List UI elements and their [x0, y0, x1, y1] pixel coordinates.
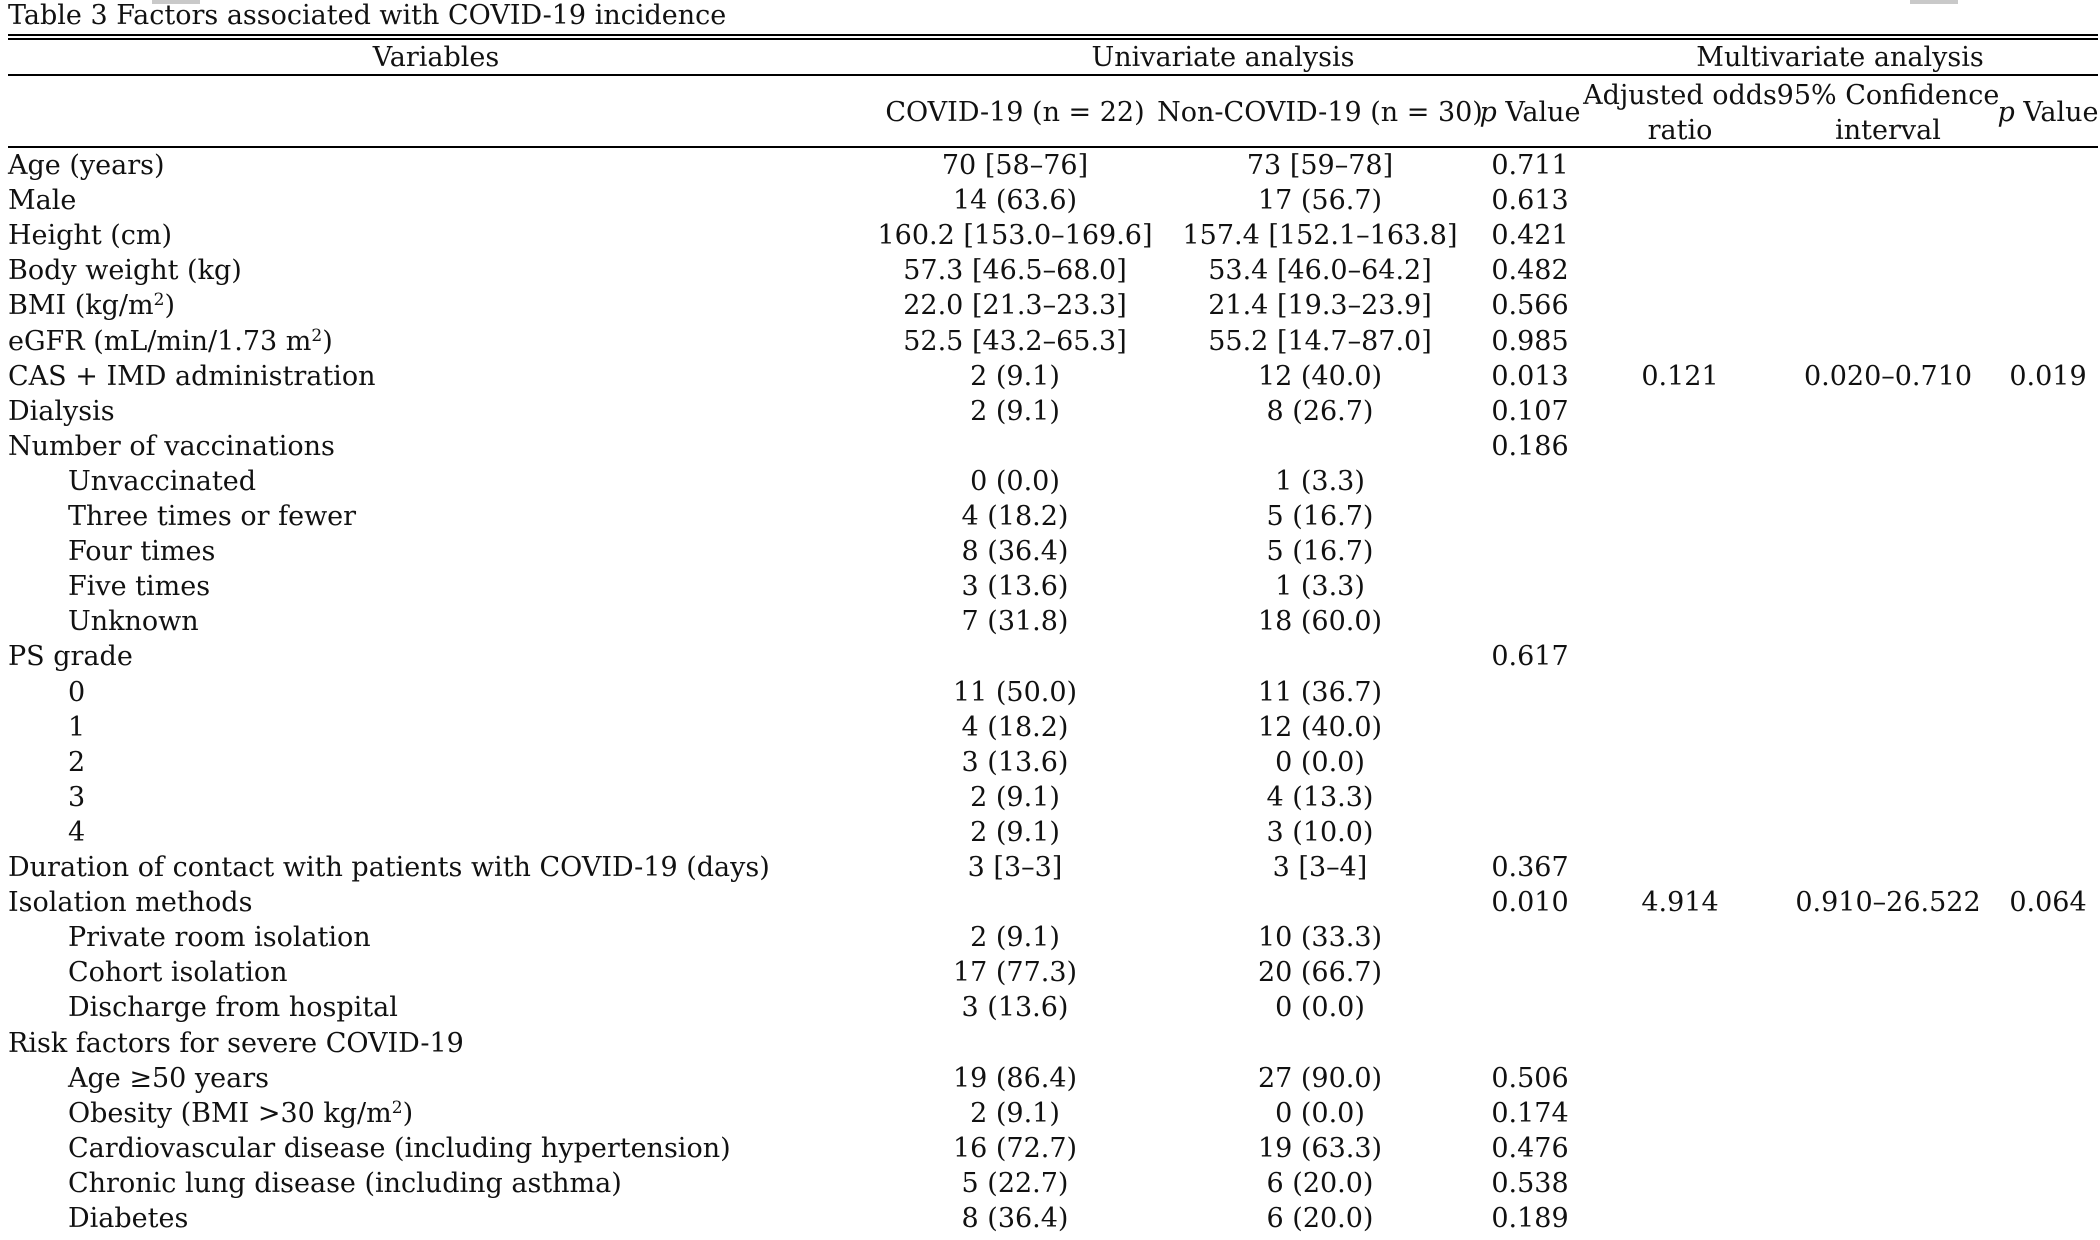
cell-noncovid: 0 (0.0) [1275, 746, 1365, 778]
cell-noncovid: 5 (16.7) [1266, 536, 1374, 568]
cell-covid: 17 (77.3) [952, 957, 1078, 989]
cell-ci: 0.020–0.710 [1803, 360, 1973, 392]
cell-noncovid: 3 [3–4] [1272, 852, 1368, 883]
cell-p: 0.482 [1491, 255, 1569, 287]
cell-noncovid: 0 (0.0) [1275, 1097, 1365, 1129]
cell-noncovid: 6 (20.0) [1266, 1167, 1374, 1199]
cell-p: 0.013 [1491, 360, 1569, 392]
header-noncovid: Non-COVID-19 (n = 30) [1157, 97, 1483, 128]
cell-covid: 0 (0.0) [970, 465, 1060, 497]
cell-covid: 4 (18.2) [961, 711, 1069, 743]
cell-covid: 3 (13.6) [961, 746, 1069, 778]
top-rule [8, 34, 2098, 36]
cell-noncovid: 73 [59–78] [1246, 150, 1394, 181]
cell-p: 0.010 [1491, 887, 1569, 919]
cell-noncovid: 4 (13.3) [1266, 781, 1374, 813]
cell-p: 0.367 [1491, 852, 1569, 883]
cell-p: 0.711 [1491, 150, 1569, 181]
cell-covid: 52.5 [43.2–65.3] [903, 325, 1127, 357]
cell-covid: 5 (22.7) [961, 1167, 1069, 1199]
cell-noncovid: 55.2 [14.7–87.0] [1208, 325, 1432, 357]
row-label: Height (cm) [8, 220, 173, 252]
header-covid: COVID-19 (n = 22) [885, 97, 1145, 128]
cell-covid: 3 (13.6) [961, 571, 1069, 603]
row-label: PS grade [8, 641, 133, 673]
cell-ci: 0.910–26.522 [1795, 887, 1981, 919]
row-label: Age ≥50 years [68, 1062, 269, 1094]
cell-p: 0.613 [1491, 185, 1569, 217]
cell-p: 0.538 [1491, 1167, 1569, 1199]
cell-covid: 19 (86.4) [952, 1062, 1078, 1094]
cell-noncovid: 12 (40.0) [1257, 711, 1383, 743]
cell-covid: 160.2 [153.0–169.6] [877, 220, 1153, 252]
cell-aor: 0.121 [1641, 360, 1719, 392]
cell-p: 0.476 [1491, 1132, 1569, 1164]
cell-noncovid: 12 (40.0) [1257, 360, 1383, 392]
row-label: Cardiovascular disease (including hypertension) [68, 1132, 731, 1164]
header-divider [8, 74, 2098, 76]
cell-p: 0.566 [1491, 290, 1569, 322]
cell-p: 0.186 [1491, 430, 1569, 462]
cell-covid: 3 [3–3] [967, 852, 1063, 883]
cell-p: 0.174 [1491, 1097, 1569, 1129]
header-adjusted-odds-ratio: Adjusted odds ratio [1583, 80, 1777, 146]
row-label: Discharge from hospital [68, 992, 398, 1024]
row-label: Dialysis [8, 395, 115, 427]
cell-p2: 0.064 [2009, 887, 2087, 919]
cell-noncovid: 1 (3.3) [1275, 465, 1365, 497]
cell-p: 0.421 [1491, 220, 1569, 252]
cell-covid: 8 (36.4) [961, 1203, 1069, 1234]
cell-noncovid: 27 (90.0) [1257, 1062, 1383, 1094]
row-label: Number of vaccinations [8, 430, 335, 462]
cell-p: 0.107 [1491, 395, 1569, 427]
row-label: CAS + IMD administration [8, 360, 376, 392]
cell-p: 0.617 [1491, 641, 1569, 673]
cell-noncovid: 18 (60.0) [1257, 606, 1383, 638]
cell-covid: 57.3 [46.5–68.0] [903, 255, 1127, 287]
cell-p: 0.506 [1491, 1062, 1569, 1094]
cell-covid: 70 [58–76] [941, 150, 1089, 181]
row-label: Private room isolation [68, 922, 371, 954]
cell-covid: 4 (18.2) [961, 501, 1069, 532]
cell-noncovid: 1 (3.3) [1275, 571, 1365, 603]
cell-covid: 8 (36.4) [961, 536, 1069, 568]
cell-noncovid: 19 (63.3) [1257, 1132, 1383, 1164]
row-label: Five times [68, 571, 211, 603]
cell-covid: 16 (72.7) [952, 1132, 1078, 1164]
cell-noncovid: 17 (56.7) [1257, 185, 1383, 217]
row-label: Risk factors for severe COVID-19 [8, 1027, 464, 1059]
cell-p: 0.985 [1491, 325, 1569, 357]
cell-noncovid: 3 (10.0) [1266, 816, 1374, 848]
row-label: 0 [68, 676, 86, 708]
cell-noncovid: 10 (33.3) [1257, 922, 1383, 954]
header-p-value-multivariate: p Value [1997, 97, 2099, 128]
cell-noncovid: 53.4 [46.0–64.2] [1208, 255, 1432, 287]
cell-covid: 2 (9.1) [970, 922, 1060, 954]
header-p-value: p Value [1479, 97, 1581, 128]
cropped-remnant-right [1910, 0, 1958, 4]
row-label: Three times or fewer [68, 501, 357, 532]
header-univariate: Univariate analysis [1091, 42, 1355, 73]
cell-covid: 2 (9.1) [970, 781, 1060, 813]
row-label: Duration of contact with patients with COVID-19 (days) [8, 852, 770, 883]
cell-covid: 2 (9.1) [970, 816, 1060, 848]
row-label: Diabetes [68, 1203, 189, 1234]
table-caption: Table 3 Factors associated with COVID-19 incidence [8, 0, 727, 31]
row-label: eGFR (mL/min/1.73 $m^2$) [8, 325, 333, 357]
cell-p: 0.189 [1491, 1203, 1569, 1234]
row-label: Unvaccinated [68, 465, 256, 497]
row-label: Isolation methods [8, 887, 253, 919]
row-label: Body weight (kg) [8, 255, 242, 287]
cell-noncovid: 0 (0.0) [1275, 992, 1365, 1024]
cell-covid: 2 (9.1) [970, 395, 1060, 427]
row-label: Unknown [68, 606, 199, 638]
cell-covid: 2 (9.1) [970, 1097, 1060, 1129]
row-label: Male [8, 185, 77, 217]
row-label: Age (years) [8, 150, 165, 181]
cell-noncovid: 157.4 [152.1–163.8] [1182, 220, 1458, 252]
header-multivariate: Multivariate analysis [1696, 42, 1984, 73]
cell-covid: 14 (63.6) [952, 185, 1078, 217]
row-label: BMI $(kg/m^2)$ [8, 290, 175, 322]
cell-covid: 7 (31.8) [961, 606, 1069, 638]
cell-aor: 4.914 [1641, 887, 1719, 919]
row-label: 4 [68, 816, 86, 848]
cell-covid: 3 (13.6) [961, 992, 1069, 1024]
cell-covid: 22.0 [21.3–23.3] [903, 290, 1127, 322]
cell-p2: 0.019 [2009, 360, 2087, 392]
row-label: 2 [68, 746, 86, 778]
cell-noncovid: 5 (16.7) [1266, 501, 1374, 532]
header-variables: Variables [372, 42, 500, 73]
cell-covid: 2 (9.1) [970, 360, 1060, 392]
row-label: Cohort isolation [68, 957, 288, 989]
row-label: 1 [68, 711, 86, 743]
cell-noncovid: 8 (26.7) [1266, 395, 1374, 427]
cell-covid: 11 (50.0) [952, 676, 1078, 708]
row-label: 3 [68, 781, 86, 813]
cell-noncovid: 11 (36.7) [1257, 676, 1383, 708]
row-label: Chronic lung disease (including asthma) [68, 1167, 622, 1199]
row-label: Obesity (BMI >30 $kg/m^2$) [68, 1097, 414, 1129]
cell-noncovid: 6 (20.0) [1266, 1203, 1374, 1234]
cell-noncovid: 21.4 [19.3–23.9] [1208, 290, 1432, 322]
header-confidence-interval: 95% Confidence interval [1776, 80, 2000, 146]
row-label: Four times [68, 536, 216, 568]
cell-noncovid: 20 (66.7) [1257, 957, 1383, 989]
